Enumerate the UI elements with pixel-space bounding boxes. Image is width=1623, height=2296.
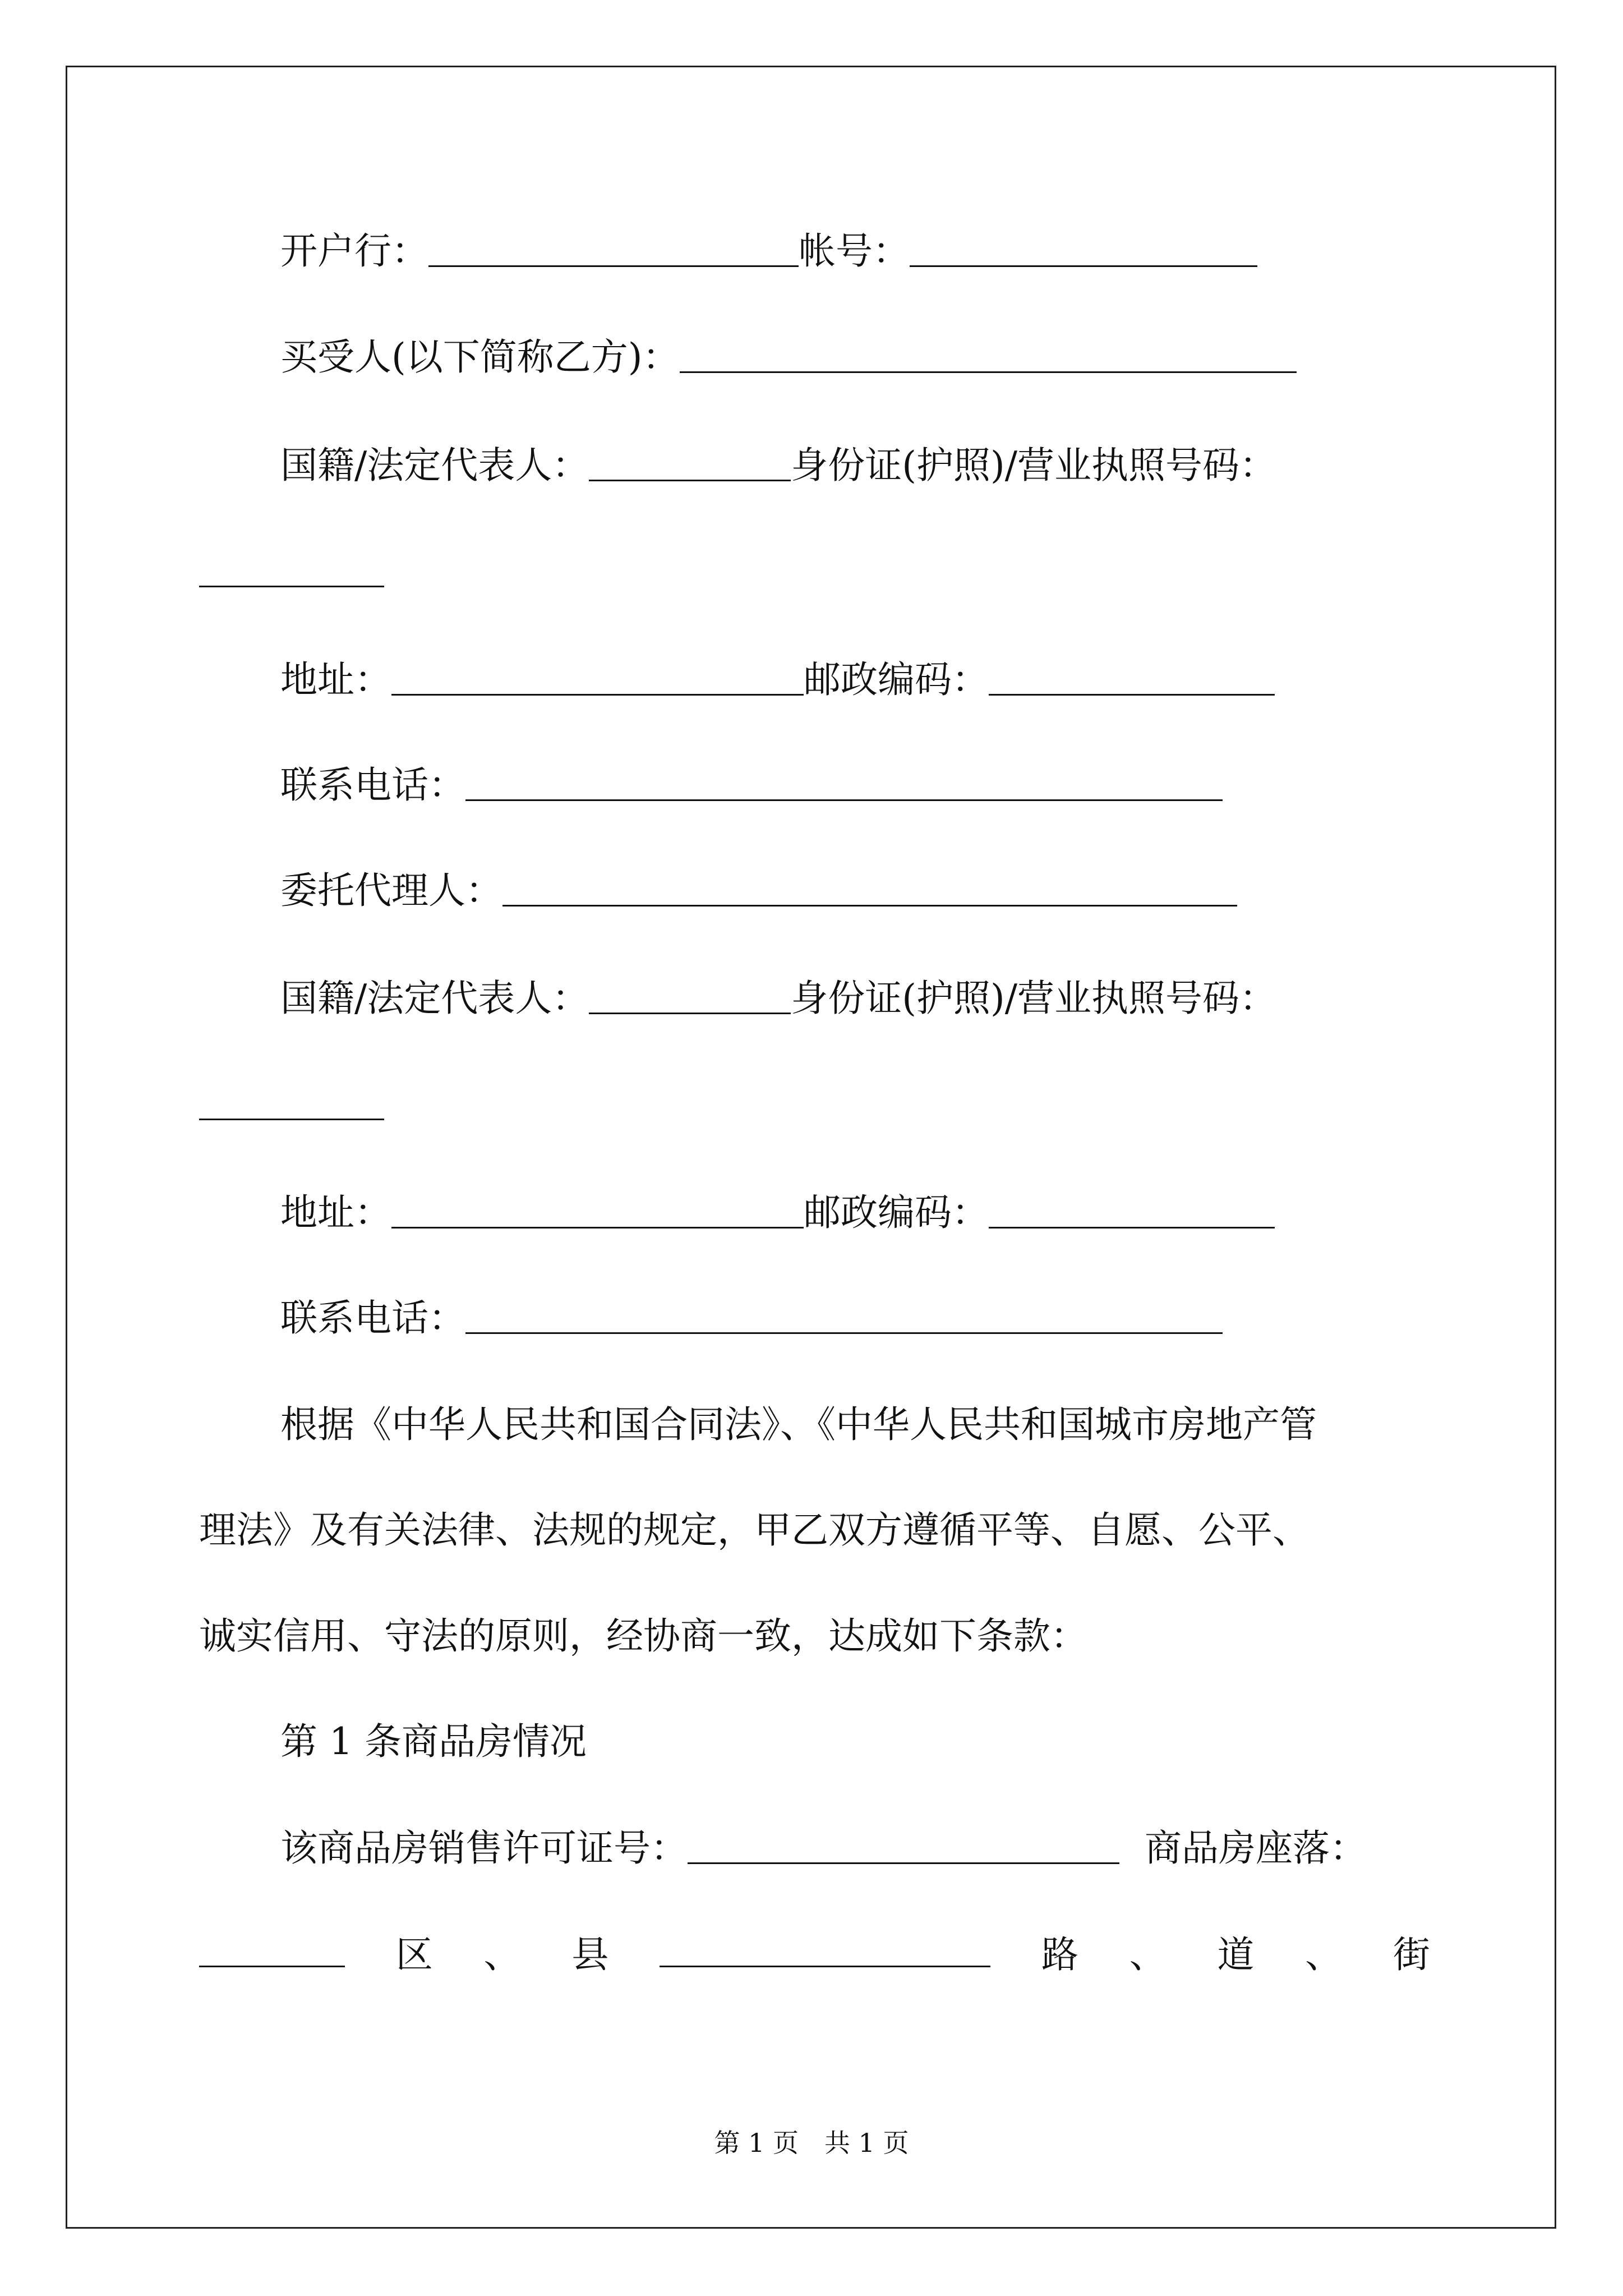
road-label: 路 xyxy=(1041,1933,1078,1976)
phone-field-2[interactable] xyxy=(465,1299,1223,1334)
permit-field[interactable] xyxy=(688,1829,1119,1864)
bank-field[interactable] xyxy=(428,232,799,267)
buyer-label: 买受人(以下简称乙方)： xyxy=(280,335,680,379)
nationality-id-line-1 xyxy=(280,440,1276,491)
page-total: 共 1 页 xyxy=(824,2128,909,2158)
paragraph-line-1: 根据《中华人民共和国合同法》、《中华人民共和国城市房地产管 xyxy=(280,1403,1317,1446)
id-continuation-line-1 xyxy=(199,546,384,597)
nationality-field-1[interactable] xyxy=(589,446,791,481)
district-field[interactable] xyxy=(199,1932,345,1967)
buyer-line xyxy=(280,332,1297,383)
id-continuation-line-2 xyxy=(199,1079,384,1130)
nationality-field-2[interactable] xyxy=(589,979,791,1014)
account-field[interactable] xyxy=(910,232,1257,267)
buyer-field[interactable] xyxy=(680,338,1297,373)
id-field-1[interactable] xyxy=(199,552,384,587)
nationality-id-line-2 xyxy=(280,973,1276,1024)
article-heading: 第 1 条商品房情况 xyxy=(280,1720,587,1763)
phone-field-1[interactable] xyxy=(465,766,1223,801)
separator-3: 、 xyxy=(1305,1933,1343,1976)
road-field[interactable] xyxy=(660,1932,990,1967)
phone-line-1 xyxy=(280,760,1223,811)
address-label-2: 地址： xyxy=(280,1191,391,1234)
permit-label: 该商品房销售许可证号： xyxy=(280,1826,688,1870)
page-border xyxy=(66,66,1556,2229)
agent-field[interactable] xyxy=(502,871,1237,907)
address-postcode-line-1 xyxy=(280,655,1275,705)
agent-line xyxy=(280,866,1237,916)
nationality-label-2: 国籍/法定代表人： xyxy=(280,977,589,1020)
postcode-field-2[interactable] xyxy=(989,1193,1275,1228)
county-label: 县 xyxy=(571,1933,609,1976)
bank-label: 开户行： xyxy=(280,229,428,273)
account-label: 帐号： xyxy=(799,229,910,273)
agent-label: 委托代理人： xyxy=(280,869,502,912)
address-field-2[interactable] xyxy=(391,1193,804,1228)
address-field-1[interactable] xyxy=(391,660,804,696)
page-footer xyxy=(0,2126,1623,2160)
phone-label-1: 联系电话： xyxy=(280,763,465,807)
location-label: 商品房座落： xyxy=(1145,1826,1367,1870)
district-label: 区 xyxy=(395,1933,433,1976)
id-label-2: 身份证(护照)/营业执照号码： xyxy=(791,977,1276,1020)
permit-location-line xyxy=(280,1823,1367,1874)
address-postcode-line-2 xyxy=(280,1188,1275,1238)
nationality-label-1: 国籍/法定代表人： xyxy=(280,444,589,487)
postcode-field-1[interactable] xyxy=(989,660,1275,696)
street-label: 街 xyxy=(1393,1933,1430,1976)
id-label-1: 身份证(护照)/营业执照号码： xyxy=(791,444,1276,487)
phone-label-2: 联系电话： xyxy=(280,1296,465,1340)
separator-2: 、 xyxy=(1129,1933,1166,1976)
phone-line-2 xyxy=(280,1293,1223,1343)
separator-1: 、 xyxy=(483,1933,521,1976)
address-label-1: 地址： xyxy=(280,658,391,701)
paragraph-line-2: 理法》及有关法律、法规的规定，甲乙双方遵循平等、自愿、公平、 xyxy=(199,1508,1310,1552)
district-road-line xyxy=(199,1930,1430,1980)
page-number: 第 1 页 xyxy=(714,2128,799,2158)
bank-account-line xyxy=(280,226,1257,277)
postcode-label-2: 邮政编码： xyxy=(804,1191,989,1234)
paragraph-line-3: 诚实信用、守法的原则，经协商一致，达成如下条款： xyxy=(199,1614,1087,1658)
avenue-label: 道 xyxy=(1217,1933,1255,1976)
postcode-label-1: 邮政编码： xyxy=(804,658,989,701)
id-field-2[interactable] xyxy=(199,1085,384,1120)
